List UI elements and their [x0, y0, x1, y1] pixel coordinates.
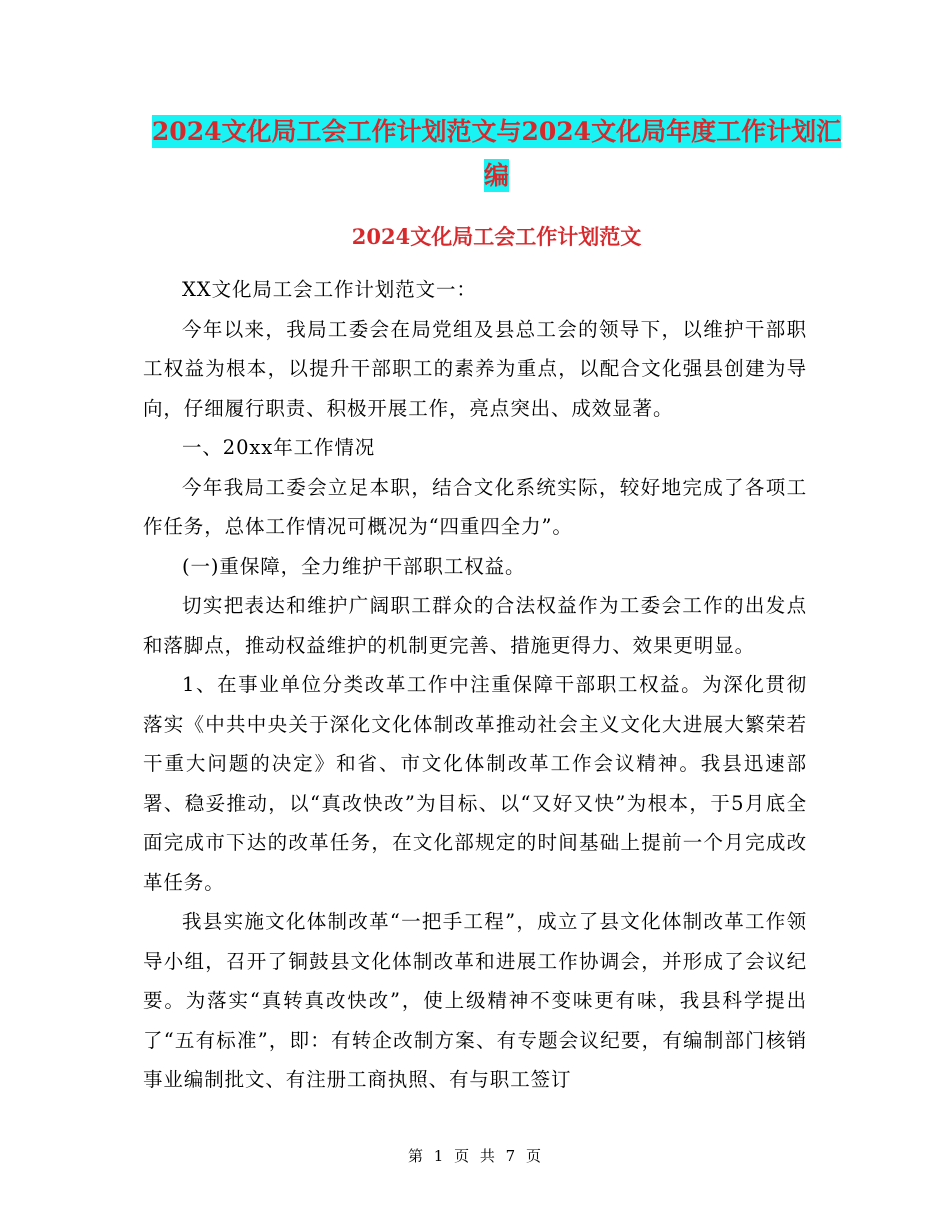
paragraph: 切实把表达和维护广阔职工群众的合法权益作为工委会工作的出发点和落脚点，推动权益维护的机制更完善、措施更得力、效果更明显。	[143, 594, 807, 657]
page-number-footer: 第 1 页 共 7 页	[408, 1147, 542, 1165]
section-title: 2024文化局工会工作计划范文	[351, 224, 642, 249]
paragraph: 今年我局工委会立足本职，结合文化系统实际，较好地完成了各项工作任务，总体工作情况可概况为“四重四全力”。	[143, 475, 807, 538]
paragraph-intro: XX文化局工会工作计划范文一：	[182, 278, 477, 301]
section-heading: 一、20xx年工作情况	[182, 436, 376, 459]
document-main-title	[140, 110, 853, 198]
paragraph: 今年以来，我局工委会在局党组及县总工会的领导下，以维护干部职工权益为根本，以提升干部职工的素养为重点，以配合文化强县创建为导向，仔细履行职责、积极开展工作，亮点突出、成效显著。	[143, 317, 807, 420]
subsection-heading: (一)重保障，全力维护干部职工权益。	[182, 554, 526, 578]
main-title-highlight: 2024文化局工会工作计划范文与2024文化局年度工作计划汇编	[151, 117, 842, 190]
paragraph: 我县实施文化体制改革“一把手工程”，成立了县文化体制改革工作领导小组，召开了铜鼓县文化体制改革和进展工作协调会，并形成了会议纪要。为落实“真转真改快改”，使上级精神不变味更有味，我县科学提出了“五有标准”，即：有转企改制方案、有专题会议纪要，有编制部门核销事业编制批文、有注册工商执照、有与职工签订	[143, 910, 807, 1091]
paragraph: 1、在事业单位分类改革工作中注重保障干部职工权益。为深化贯彻落实《中共中央关于深化文化体制改革推动社会主义文化大进展大繁荣若干重大问题的决定》和省、市文化体制改革工作会议精神。我县迅速部署、稳妥推动，以“真改快改”为目标、以“又好又快”为根本，于5月底全面完成市下达的改革任务，在文化部规定的时间基础上提前一个月完成改革任务。	[143, 673, 807, 894]
document-body	[143, 270, 807, 1100]
